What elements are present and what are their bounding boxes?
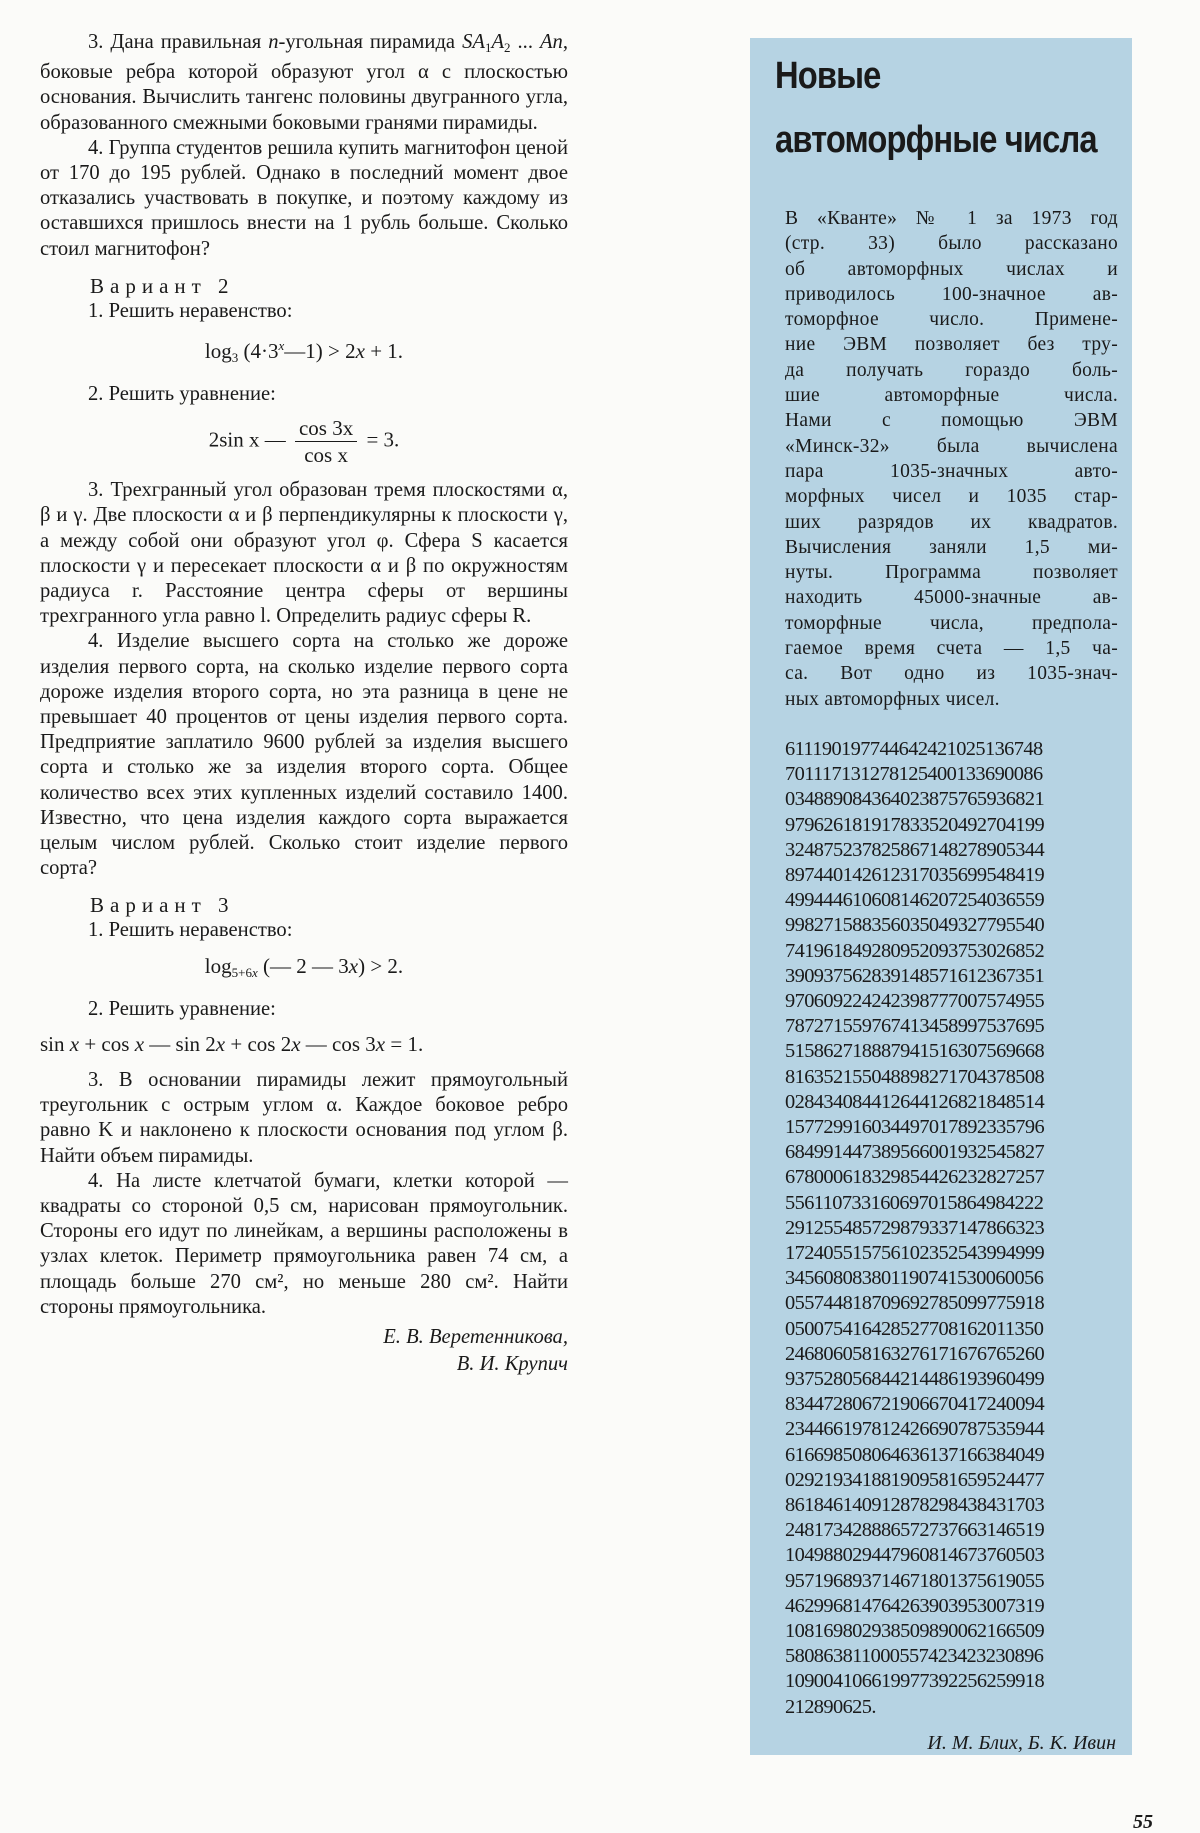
sidebar-box (750, 38, 1132, 1755)
variant3-heading: Вариант 3 (90, 893, 235, 918)
intro-line: са. Вот одно из 1035-знач- (785, 663, 1118, 685)
variant2-formula1: $\log_3$ $(4\cdot 3^x—1) > 2x + 1$. (204, 338, 404, 366)
formula2-numerator: cos 3x (295, 415, 357, 442)
variant2-task4: 4. Изделие высшего сорта на столько же дороже изделия первого сорта, на сколько изделие первого сорта дороже изделия второго сорта, но эта разница в цене не превышает 40 процентов от цены изделия первого сорта. Предприятие заплатило 9600 рублей за изделия высшего сорта и столько же за изделия второго сорта. Общее количество всех этих купленных изделий составило 1400. Известно, что цена изделия каждого сорта выражается целым числом рублей. Сколько стоит изделие первого сорта? (40, 630, 568, 880)
box-intro-text (785, 206, 1118, 712)
variant3-task2: 2. Решить уравнение: (88, 997, 276, 1020)
formula2-rhs: = 3. (366, 427, 400, 452)
digit-row: 462996814764263903953007319 (785, 1594, 1045, 1617)
formula2-lhs: 2sin x — (208, 427, 286, 452)
digit-row: 104988029447960814673760503 (785, 1544, 1045, 1567)
intro-line: ние ЭВМ позволяет без тру- (785, 334, 1118, 356)
intro-line: находить 45000-значные ав- (785, 587, 1118, 609)
digit-row: 998271588356035049327795540 (785, 914, 1045, 937)
digit-row: 028434084412644126821848514 (785, 1090, 1045, 1113)
automorphic-number (785, 737, 1118, 1720)
article-authors (40, 1324, 568, 1378)
variant2-task3: 3. Трехгранный угол образован тремя плоскостями α, β и γ. Две плоскости α и β перпендикулярны к плоскости γ, а между собой они образуют угол φ. Сфера S касается плоскости γ и пересекает плоскости α и β по окружностям радиуса r. Расстояние центра сферы от вершины трехгранного угла равно l. Определить радиус сферы R. (40, 479, 568, 628)
digit-row: 897440142612317035699548419 (785, 863, 1045, 886)
digit-row: 937528056844214486193960499 (785, 1368, 1045, 1391)
digit-row: 580863811000557423423230896 (785, 1645, 1044, 1668)
box-authors: И. М. Блих, Б. К. Ивин (927, 1731, 1116, 1754)
intro-line: В «Кванте» № 1 за 1973 год (785, 208, 1118, 229)
digit-row: 345608083801190741530060056 (785, 1267, 1044, 1290)
variant2-formula2 (40, 415, 568, 468)
intro-line: Нами с помощью ЭВМ (785, 410, 1118, 432)
digit-row: 816352155048898271704378508 (785, 1065, 1045, 1088)
digit-row: 515862718887941516307569668 (785, 1040, 1045, 1063)
intro-line: Вычисления заняли 1,5 ми- (785, 536, 1118, 558)
variant1-task3: 3. Дана правильная n-угольная пирамида $SA_1A_2$ ... An, боковые ребра которой образуют угол α с плоскостью основания. Вычислить тангенс половины двугранного угла, образованного смежными боковыми гранями пирамиды. (40, 31, 568, 134)
digit-row: 741961849280952093753026852 (785, 939, 1045, 962)
digit-row: 957196893714671801375619055 (785, 1569, 1045, 1592)
digit-row: 108169802938509890062166509 (785, 1620, 1045, 1643)
intro-line: морфных чисел и 1035 стар- (785, 486, 1118, 508)
digit-row: 234466197812426690787535944 (785, 1418, 1045, 1441)
variant1-task4: 4. Группа студентов решила купить магнитофон ценой от 170 до 195 рублей. Однако в последний момент двое отказались участвовать в покупке, и поэтому каждому из оставшихся пришлось внести на 1 рубль больше. Сколько стоил магнитофон? (40, 136, 568, 260)
author-veretennikova: Е. В. Веретенникова, (383, 1325, 568, 1348)
digit-row: 787271559767413458997537695 (785, 1015, 1045, 1038)
digit-row: 970609224242398777007574955 (785, 989, 1045, 1012)
intro-line: томорфное число. Примене- (785, 309, 1118, 331)
intro-line: приводилось 100-значное ав- (785, 283, 1118, 305)
digit-row: 701117131278125400133690086 (785, 763, 1043, 786)
intro-line: томорфные числа, предпола- (785, 612, 1118, 634)
variant2-task1: 1. Решить неравенство: (88, 299, 293, 322)
formula2-fraction (295, 415, 357, 468)
box-title (775, 44, 1097, 172)
intro-line: нуты. Программа позволяет (785, 562, 1118, 584)
digit-row: 834472806721906670417240094 (785, 1393, 1045, 1416)
digit-row: 212890625. (785, 1695, 876, 1718)
variant2-heading: Вариант 2 (90, 273, 235, 298)
intro-line: пара 1035-значных авто- (785, 460, 1118, 482)
digit-row: 246806058163276171676765260 (785, 1342, 1045, 1365)
digit-row: 979626181917833520492704199 (785, 813, 1045, 836)
digit-row: 499444610608146207254036559 (785, 889, 1045, 912)
intro-line: гаемое время счета — 1,5 ча- (785, 638, 1118, 660)
intro-line: (стр. 33) было рассказано (785, 233, 1118, 255)
intro-line: «Минск-32» была вычислена (785, 435, 1118, 457)
intro-line: да получать гораздо боль- (785, 359, 1118, 381)
digit-row: 556110733160697015864984222 (785, 1191, 1044, 1214)
variant2-task2: 2. Решить уравнение: (88, 383, 276, 406)
digit-row: 684991447389566001932545827 (785, 1141, 1045, 1164)
formula2-denominator: cos x (304, 443, 348, 468)
digit-row: 861846140912878298438431703 (785, 1494, 1045, 1517)
box-title-line2: автоморфные числа (775, 119, 1097, 161)
digit-row: 055744818709692785099775918 (785, 1292, 1045, 1315)
digit-row: 029219341881909581659524477 (785, 1468, 1045, 1491)
intro-line: ших разрядов их квадратов. (785, 511, 1118, 533)
box-title-line1: Новые (775, 55, 881, 97)
digit-row: 390937562839148571612367351 (785, 964, 1045, 987)
left-column (40, 30, 568, 1378)
digit-row: 157729916034497017892335796 (785, 1115, 1045, 1138)
variant3-task1: 1. Решить неравенство: (88, 919, 293, 942)
intro-line: об автоморфных числах и (785, 258, 1118, 280)
variant3-formula1: $\log_{5+6x}$ (— 2 — 3x) > 2. (204, 953, 404, 980)
intro-line: шие автоморфные числа. (785, 385, 1118, 407)
digit-row: 172405515756102352543994999 (785, 1242, 1045, 1264)
variant3-task4: 4. На листе клетчатой бумаги, клетки которой — квадраты со стороной 0,5 см, нарисован прямоугольник. Стороны его идут по линейкам, а вершины расположены в узлах клеток. Периметр прямоугольника равен 74 см, а площадь больше 270 см², но меньше 280 см². Найти стороны прямоугольника. (40, 1169, 568, 1318)
digit-row: 324875237825867148278905344 (785, 838, 1045, 861)
digit-row: 616698508064636137166384049 (785, 1443, 1045, 1466)
variant3-formula2: sin x + cos x — sin 2x + cos 2x — cos 3x = 1. (40, 1031, 424, 1056)
digit-row: 678000618329854426232827257 (785, 1166, 1045, 1189)
variant3-task3: 3. В основании пирамиды лежит прямоугольный треугольник с острым углом α. Каждое боковое ребро равно K и наклонено к плоскости основания под углом β. Найти объем пирамиды. (40, 1068, 568, 1167)
digit-row: 291255485729879337147866323 (785, 1216, 1045, 1239)
page-number: 55 (1133, 1811, 1153, 1833)
digit-row: 034889084364023875765936821 (785, 788, 1045, 811)
digit-row: 611190197744642421025136748 (785, 737, 1043, 760)
digit-row: 248173428886572737663146519 (785, 1519, 1045, 1542)
intro-line: ных автоморфных чисел. (785, 688, 1000, 710)
digit-row: 050075416428527708162011350 (785, 1317, 1044, 1340)
author-krupich: В. И. Крупич (456, 1352, 568, 1375)
digit-row: 109004106619977392256259918 (785, 1670, 1045, 1693)
